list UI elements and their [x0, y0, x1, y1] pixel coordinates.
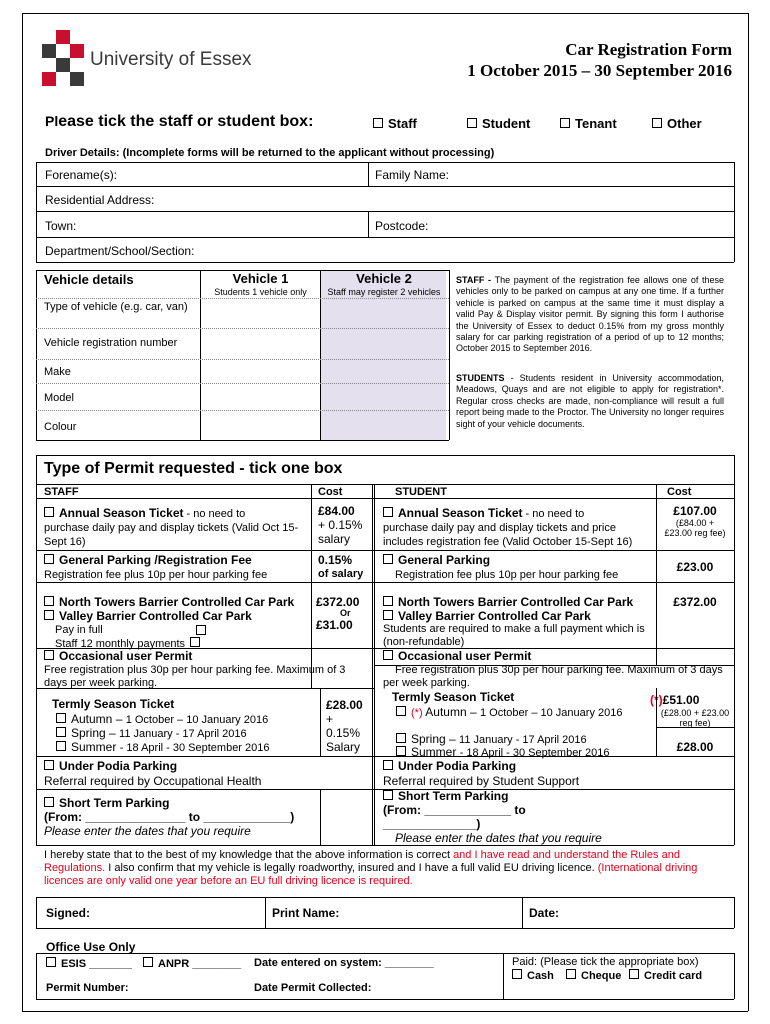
staff-valley-option[interactable]: Valley Barrier Controlled Car Park: [44, 609, 252, 623]
student-terms: STUDENTS - Students resident in University accommodation, Meadows, Quays and are not eligible to apply for registration*. Regular cross checks are made, non-compliance will result a full report being made to the Proctor. The University no longer requires sight of your vehicle documents.: [456, 373, 724, 429]
staff-annual-ticket-option[interactable]: Annual Season Ticket - no need to purchase daily pay and display tickets (Valid Oct 15-Sept 16): [44, 506, 299, 548]
checkbox-icon: [383, 650, 393, 660]
vehicle-make-label: Make: [44, 366, 71, 378]
staff-general-parking-option[interactable]: General Parking /Registration Fee Registration fee plus 10p per hour parking fee: [44, 553, 268, 581]
staff-short-term-option[interactable]: Short Term Parking (From: _______________ to _____________) Please enter the dates that you require: [44, 796, 295, 838]
anpr-option[interactable]: ANPR ________: [143, 957, 241, 970]
staff-column-header: STAFF: [44, 486, 79, 498]
vehicle2-heading: Vehicle 2: [356, 271, 412, 286]
credit-card-option[interactable]: Credit card: [629, 969, 702, 982]
checkbox-icon: [566, 969, 576, 979]
staff-annual-cost: £84.00 + 0.15% salary: [318, 504, 363, 546]
checkbox-icon: [629, 969, 639, 979]
checkbox-icon: [56, 727, 66, 737]
student-annual-cost: £107.00: [673, 504, 717, 518]
address-field[interactable]: Residential Address:: [45, 193, 155, 207]
pay-in-full-checkbox[interactable]: [196, 625, 206, 635]
student-north-towers-option[interactable]: North Towers Barrier Controlled Car Park: [383, 595, 633, 609]
staff-barrier-cost: £372.00 Or £31.00: [316, 595, 360, 632]
date-entered-field[interactable]: Date entered on system: ________: [254, 957, 434, 969]
department-field[interactable]: Department/School/Section:: [45, 244, 195, 258]
student-column-header: STUDENT: [395, 486, 447, 498]
logo-text: University of Essex: [90, 49, 252, 70]
checkbox-icon: [44, 760, 54, 770]
checkbox-icon: [383, 507, 393, 517]
vehicle-colour-label: Colour: [44, 421, 77, 433]
town-field[interactable]: Town:: [45, 219, 77, 233]
family-name-field[interactable]: Family Name:: [375, 168, 450, 182]
frame-bottom: [22, 1011, 748, 1012]
student-general-cost: £23.00: [676, 560, 714, 574]
checkbox-icon: [396, 706, 406, 716]
checkbox-icon: [56, 713, 66, 723]
staff-termly-heading: Termly Season Ticket: [52, 697, 175, 711]
staff-occasional-option[interactable]: Occasional user Permit Free registration plus 30p per hour parking fee. Maximum of 3 days per week parking.: [44, 649, 346, 689]
forenames-field[interactable]: Forename(s):: [45, 168, 118, 182]
tenant-checkbox[interactable]: Tenant: [560, 116, 617, 131]
form-dates: 1 October 2015 – 30 September 2016: [467, 61, 732, 80]
tick-instruction: Please tick the staff or student box:: [45, 113, 314, 130]
checkbox-icon: [383, 610, 393, 620]
staff-monthly-option[interactable]: Staff 12 monthly payments: [55, 637, 205, 650]
permit-heading: Type of Permit requested - tick one box: [44, 460, 343, 477]
staff-north-towers-option[interactable]: North Towers Barrier Controlled Car Park: [44, 595, 294, 609]
frame-left: [22, 13, 23, 1011]
student-summer-option[interactable]: Summer - 18 April - 30 September 2016: [396, 745, 610, 759]
permit-number-field[interactable]: Permit Number:: [46, 982, 129, 994]
student-termly-cost1-note: (£28.00 + £23.00 reg fee): [660, 708, 730, 728]
student-short-term-option[interactable]: Short Term Parking (From: _____________ to ______________) Please enter the dates that you require: [383, 789, 602, 845]
checkbox-icon: [44, 596, 54, 606]
checkbox-icon: [44, 554, 54, 564]
form-title: Car Registration Form: [565, 40, 732, 59]
student-barrier-text: Students are required to make a full payment which is (non-refundable): [383, 623, 645, 648]
checkbox-icon: [383, 596, 393, 606]
checkbox-icon: [383, 790, 393, 800]
staff-termly-cost: £28.00 + 0.15% Salary: [326, 698, 363, 754]
staff-general-cost: 0.15% of salary: [318, 553, 364, 580]
checkbox-icon: [467, 118, 477, 128]
postcode-field[interactable]: Postcode:: [375, 219, 429, 233]
student-termly-cost1: (*)£51.00: [650, 693, 700, 707]
checkbox-icon: [396, 746, 406, 756]
date-field[interactable]: Date:: [529, 906, 560, 920]
cheque-option[interactable]: Cheque: [566, 969, 621, 982]
esis-option[interactable]: ESIS _______: [46, 957, 132, 970]
student-checkbox[interactable]: Student: [467, 116, 530, 131]
checkbox-icon: [143, 957, 153, 967]
date-collected-field[interactable]: Date Permit Collected:: [254, 982, 372, 994]
driver-details-heading: Driver Details: (Incomplete forms will be returned to the applicant without processing): [45, 147, 495, 159]
checkbox-icon: [46, 957, 56, 967]
checkbox-icon: [56, 741, 66, 751]
student-general-parking-option[interactable]: General Parking Registration fee plus 10p per hour parking fee: [383, 553, 655, 582]
student-autumn-option[interactable]: (*) Autumn – 1 October – 10 January 2016: [396, 705, 622, 719]
frame-top: [22, 13, 748, 14]
cash-option[interactable]: Cash: [512, 969, 554, 982]
checkbox-icon: [652, 118, 662, 128]
staff-pay-in-full-label: Pay in full: [55, 624, 103, 636]
vehicle1-note: Students 1 vehicle only: [214, 287, 307, 297]
checkbox-icon: [373, 118, 383, 128]
student-termly-cost2: £28.00: [676, 740, 714, 754]
signed-field[interactable]: Signed:: [46, 906, 90, 920]
checkbox-icon: [396, 733, 406, 743]
other-checkbox[interactable]: Other: [652, 116, 702, 131]
staff-summer-option[interactable]: Summer - 18 April - 30 September 2016: [56, 740, 270, 754]
student-occasional-option[interactable]: Occasional user Permit Free registration plus 30p per hour parking fee. Maximum of 3 days per week parking.: [383, 649, 723, 689]
vehicle-type-label: Type of vehicle (e.g. car, van): [44, 301, 188, 313]
paid-label: Paid: (Please tick the appropriate box): [512, 956, 699, 968]
print-name-field[interactable]: Print Name:: [272, 906, 340, 920]
checkbox-icon: [44, 797, 54, 807]
student-spring-option[interactable]: Spring – 11 January - 17 April 2016: [396, 732, 587, 746]
staff-autumn-option[interactable]: Autumn – 1 October – 10 January 2016: [56, 712, 268, 726]
checkbox-icon: [44, 610, 54, 620]
staff-cost-header: Cost: [318, 486, 343, 498]
student-valley-option[interactable]: Valley Barrier Controlled Car Park: [383, 609, 591, 623]
student-annual-ticket-option[interactable]: Annual Season Ticket - no need to purchase daily pay and display tickets and price includes registration fee (Valid October 15-Sept 16): [383, 506, 633, 548]
vehicle2-note: Staff may register 2 vehicles: [327, 287, 441, 297]
vehicle1-heading: Vehicle 1: [232, 271, 289, 286]
checkbox-icon: [560, 118, 570, 128]
checkbox-icon: [44, 507, 54, 517]
vehicle-model-label: Model: [44, 392, 74, 404]
vehicle-details-heading: Vehicle details: [44, 272, 134, 287]
checkbox-icon: [190, 637, 200, 647]
student-cost-header: Cost: [667, 486, 692, 498]
university-logo: [42, 30, 272, 90]
frame-right: [748, 13, 749, 1011]
checkbox-icon: [44, 650, 54, 660]
staff-checkbox[interactable]: Staff: [373, 116, 417, 131]
declaration-text: I hereby state that to the best of my knowledge that the above information is correct and I have read and understand the Rules and Regulations. I also confirm that my vehicle is legally roadworthy, insured and I have a full valid EU driving licence. (International driving licences are only valid one year before an EU full driving licence is required.: [44, 849, 698, 887]
checkbox-icon: [512, 969, 522, 979]
checkbox-icon: [383, 554, 393, 564]
staff-terms: STAFF - The payment of the registration fee allows one of these vehicles only to be parked on campus at any one time. If a further vehicle is parked on campus at the same time it must display a valid Pay & Display visitor permit. By signing this form I authorise the University of Essex to deduct 0.15% from my gross monthly salary for car parking registration of a period of up to 12 months; October 2015 to September 2016.: [456, 275, 724, 354]
staff-podia-option[interactable]: Under Podia Parking Referral required by Occupational Health: [44, 759, 262, 788]
vehicle-registration-label: Vehicle registration number: [44, 337, 178, 349]
checkbox-icon: [383, 760, 393, 770]
staff-spring-option[interactable]: Spring – 11 January - 17 April 2016: [56, 726, 247, 740]
student-annual-cost-note: (£84.00 + £23.00 reg fee): [664, 518, 726, 538]
student-termly-heading: Termly Season Ticket: [392, 690, 515, 704]
student-podia-option[interactable]: Under Podia Parking Referral required by Student Support: [383, 759, 580, 788]
student-barrier-cost: £372.00: [673, 595, 717, 609]
office-use-heading: Office Use Only: [46, 940, 136, 954]
